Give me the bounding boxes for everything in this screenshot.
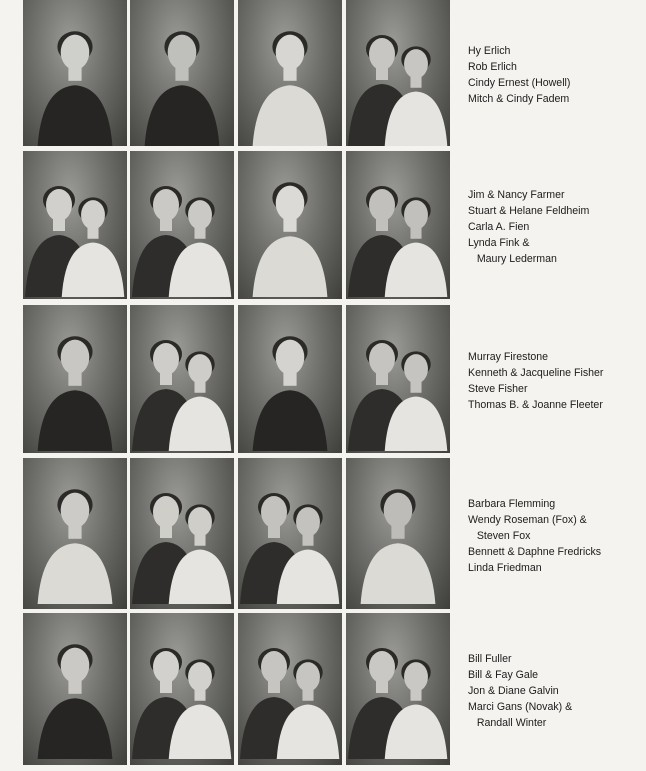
member-name: Barbara Flemming [468,497,556,510]
portrait-photo [23,151,127,299]
member-name: Lynda Fink & [468,237,530,249]
member-name: Hy Erlich [468,45,511,57]
portrait-photo [130,151,234,299]
name-list [468,43,643,107]
member-name: Maury Lederman [468,253,557,265]
portrait-photo [346,305,450,453]
member-name: Bennett & Daphne Fredricks [468,545,602,558]
member-name: Linda Friedman [468,561,542,574]
name-list [468,187,643,267]
portrait-photo [238,0,342,146]
name-list [468,349,643,413]
member-name: Murray Firestone [468,351,549,363]
portrait-photo [130,305,234,453]
portrait-photo [346,151,450,299]
member-name: Bill Fuller [468,653,512,665]
portrait-photo [130,0,234,146]
member-name: Carla A. Fien [468,221,530,233]
name-list [468,651,643,731]
portrait-photo [23,305,127,453]
portrait-photo [238,613,342,765]
portrait-photo [130,458,234,609]
member-name: Marci Gans (Novak) & [468,701,573,713]
member-name: Jim & Nancy Farmer [468,189,565,201]
portrait-photo [238,305,342,453]
member-name: Steven Fox [468,529,531,542]
name-list [468,496,643,576]
portrait-photo [238,458,342,609]
portrait-photo [23,613,127,765]
member-name: Kenneth & Jacqueline Fisher [468,367,604,379]
member-name: Stuart & Helane Feldheim [468,205,590,217]
member-name: Jon & Diane Galvin [468,685,559,697]
portrait-photo [238,151,342,299]
member-name: Bill & Fay Gale [468,669,539,681]
portrait-photo [23,458,127,609]
portrait-photo [130,613,234,765]
member-name: Mitch & Cindy Fadem [468,93,570,105]
member-name: Rob Erlich [468,61,517,73]
member-name: Steve Fisher [468,383,528,395]
portrait-photo [346,613,450,765]
portrait-photo [23,0,127,146]
member-name: Thomas B. & Joanne Fleeter [468,399,603,411]
member-name: Randall Winter [468,717,547,729]
portrait-photo [346,0,450,146]
portrait-photo [346,458,450,609]
member-name: Wendy Roseman (Fox) & [468,513,587,526]
member-name: Cindy Ernest (Howell) [468,77,571,89]
